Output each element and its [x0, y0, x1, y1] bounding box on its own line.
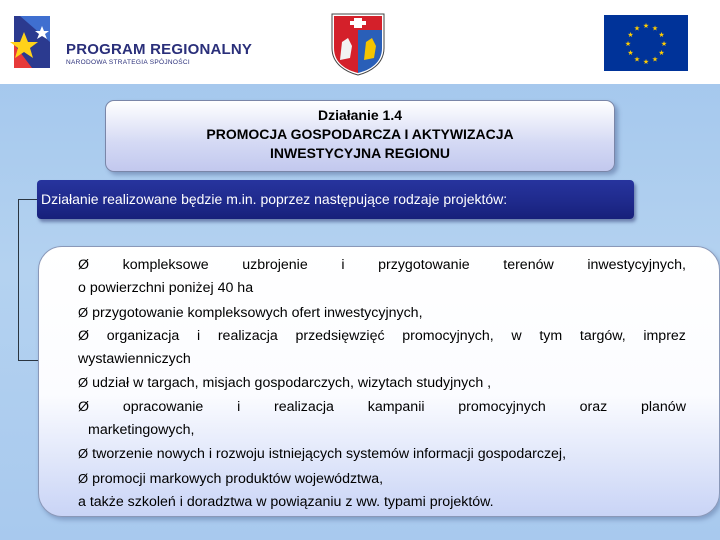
svg-text:★: ★ [658, 49, 665, 57]
svg-text:★: ★ [651, 24, 659, 33]
svg-text:★: ★ [627, 49, 634, 57]
svg-text:★: ★ [627, 31, 634, 39]
bullet-arrow-icon: Ø [78, 446, 89, 462]
svg-text:★: ★ [651, 55, 659, 64]
svg-text:★: ★ [660, 40, 668, 48]
svg-text:★: ★ [642, 22, 650, 30]
list-item [78, 254, 686, 301]
word: i [237, 398, 241, 415]
word: opracowanie [122, 398, 204, 415]
list-item-continuation: o powierzchni poniżej 40 ha [78, 280, 254, 297]
list-item-continuation: marketingowych, [88, 422, 195, 439]
title-box [105, 100, 615, 172]
podkarpackie-coat-of-arms-icon [330, 12, 386, 76]
title-line-3: INWESTYCYJNA REGIONU [270, 145, 450, 161]
word: realizacja [217, 327, 278, 344]
eu-flag-icon [604, 15, 688, 71]
word: promocyjnych, [402, 327, 494, 344]
list-item-line [78, 325, 686, 348]
connector-line [18, 360, 38, 361]
list-item [78, 371, 686, 395]
word: przygotowanie [378, 257, 470, 273]
word: planów [640, 398, 686, 415]
svg-text:★: ★ [658, 31, 665, 39]
project-types-list [78, 254, 686, 514]
word: organizacja [106, 327, 180, 344]
list-item [78, 467, 686, 491]
list-item-line [78, 396, 686, 419]
bullet-arrow-icon: Ø [78, 470, 89, 486]
word: oraz [579, 398, 608, 415]
word: kampanii [367, 398, 425, 415]
list-item-text: przygotowanie kompleksowych ofert inwestycyjnych, [92, 304, 423, 321]
word: i [341, 257, 345, 273]
list-item-continuation: wystawienniczych [78, 351, 191, 368]
connector-line [18, 199, 37, 200]
list-item [78, 301, 686, 325]
bullet-arrow-icon: Ø [78, 257, 90, 273]
intro-bar: Działanie realizowane będzie m.in. poprzez następujące rodzaje projektów: [37, 180, 634, 219]
word: w [511, 327, 522, 344]
word: realizacja [274, 398, 334, 415]
bullet-arrow-icon: Ø [78, 327, 90, 344]
program-regionalny-logo [10, 10, 253, 76]
bullet-arrow-icon: Ø [78, 375, 89, 391]
word: inwestycyjnych, [587, 257, 686, 273]
word: przedsięwzięć [295, 327, 385, 344]
closing-text: a także szkoleń i doradztwa w powiązaniu z ww. typami projektów. [78, 493, 494, 510]
word: i [196, 327, 201, 344]
list-item [78, 442, 686, 466]
bullet-arrow-icon: Ø [78, 304, 89, 320]
connector-line [18, 199, 19, 360]
svg-text:★: ★ [633, 24, 641, 33]
list-item-line [78, 254, 686, 277]
list-item [78, 325, 686, 372]
list-item-text: promocji markowych produktów województwa, [92, 470, 384, 487]
logo-title: PROGRAM REGIONALNY [66, 41, 253, 58]
nss-star-logo-icon [10, 10, 54, 70]
title-line-1: Działanie 1.4 [317, 107, 403, 123]
header-band [0, 0, 720, 84]
word: promocyjnych [458, 398, 546, 415]
svg-text:★: ★ [624, 40, 632, 48]
list-item-text: udział w targach, misjach gospodarczych, wizytach studyjnych , [92, 375, 492, 392]
word: terenów [503, 257, 554, 273]
list-item [78, 396, 686, 443]
word: imprez [643, 327, 686, 344]
svg-text:★: ★ [642, 58, 650, 66]
logo-subtitle: NARODOWA STRATEGIA SPÓJNOŚCI [66, 59, 190, 66]
word: targów, [579, 327, 626, 344]
svg-text:★: ★ [633, 55, 641, 64]
bullet-arrow-icon: Ø [78, 398, 90, 415]
word: tym [539, 327, 563, 344]
title-line-2: PROMOCJA GOSPODARCZA I AKTYWIZACJA [206, 126, 514, 142]
word: kompleksowe [122, 257, 209, 273]
list-item-text: tworzenie nowych i rozwoju istniejących systemów informacji gospodarczej, [92, 446, 567, 463]
word: uzbrojenie [242, 257, 308, 273]
